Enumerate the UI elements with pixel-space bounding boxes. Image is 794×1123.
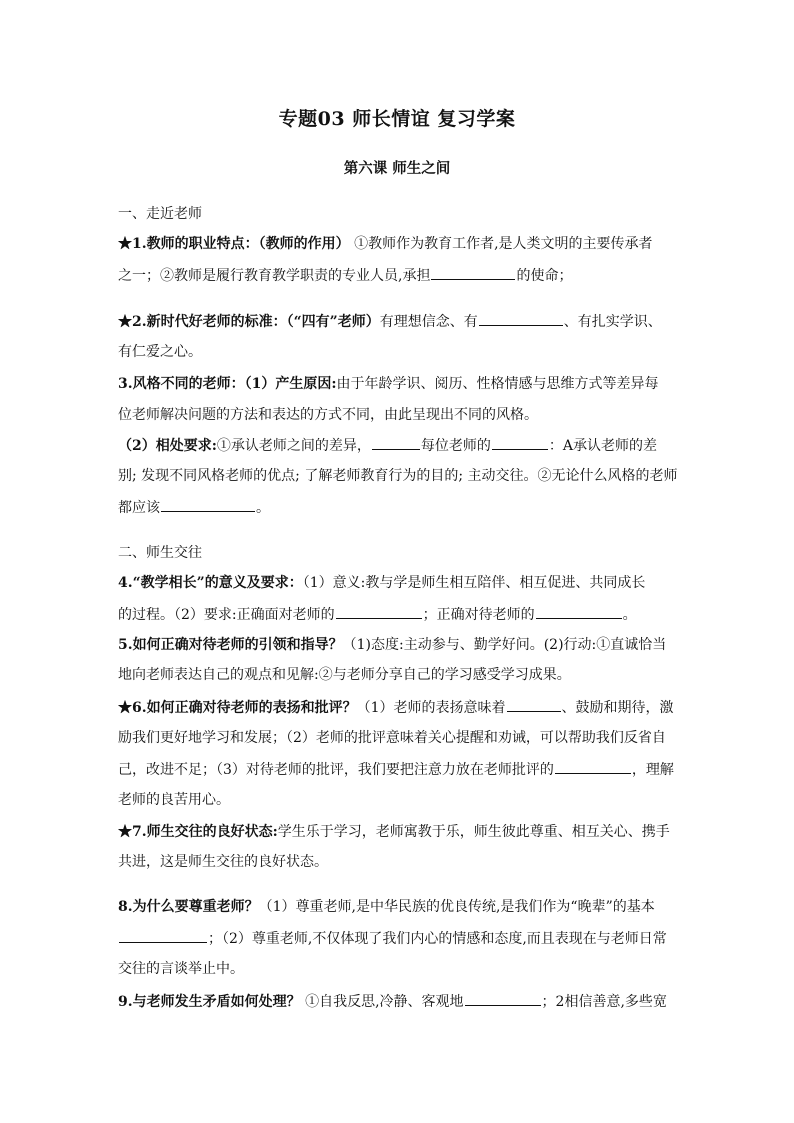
fill-blank[interactable] (536, 604, 622, 619)
question-label: 9.与老师发生矛盾如何处理？ (118, 994, 301, 1010)
question-9: 9.与老师发生矛盾如何处理？ ①自我反思,冷静、客观地 ；2相信善意,多些宽 (118, 991, 678, 1011)
fill-blank[interactable] (492, 435, 548, 450)
question-2: ★2.新时代好老师的标准：（“四有”老师）有理想信念、有 、有扎实学识、 (118, 311, 678, 331)
fill-blank[interactable] (161, 497, 255, 512)
question-label: 1.教师的职业特点：（教师的作用） (132, 236, 350, 252)
fill-blank[interactable] (372, 435, 420, 450)
question-5-cont: 地向老师表达自己的观点和见解:②与老师分享自己的学习感受学习成果。 (118, 667, 571, 683)
question-3-cont3: 都应该 。 (118, 497, 678, 517)
question-6: ★6.如何正确对待老师的表扬和批评？（1）老师的表扬意味着 、鼓励和期待，激 (118, 697, 678, 717)
question-8-cont: ；（2）尊重老师,不仅体现了我们内心的情感和态度,而且表现在与老师日常 (118, 928, 678, 948)
question-4-cont: 的过程。（2）要求:正确面对老师的 ；正确对待老师的 。 (118, 604, 678, 624)
question-label: 4.“教学相长”的意义及要求： (118, 575, 303, 591)
section-heading: 一、走近老师 (118, 206, 202, 222)
question-6-cont2: 己，改进不足；（3）对待老师的批评，我们要把注意力放在老师批评的 ，理解 (118, 759, 678, 779)
question-label: 3.风格不同的老师：（1）产生原因: (118, 376, 337, 392)
question-3: 3.风格不同的老师：（1）产生原因:由于年龄学识、阅历、性格情感与思维方式等差异每 (118, 376, 659, 392)
fill-blank[interactable] (507, 697, 561, 712)
question-8: 8.为什么要尊重老师？（1）尊重老师,是中华民族的优良传统,是我们作为“晚辈”的基本 (118, 899, 655, 915)
fill-blank[interactable] (465, 991, 541, 1006)
star-icon: ★ (118, 700, 132, 716)
question-3-cont2: 别; 发现不同风格老师的优点; 了解老师教育行为的目的; 主动交往。②无论什么风格的老师 (118, 468, 678, 484)
question-6-cont: 励我们更好地学习和发展；（2）老师的批评意味着关心提醒和劝诫，可以帮助我们反省自 (118, 730, 666, 746)
fill-blank[interactable] (479, 311, 563, 326)
lesson-subtitle: 第六课 师生之间 (343, 160, 451, 177)
question-3-part2: （2）相处要求:①承认老师之间的差异， 每位老师的 ：A承认老师的差 (118, 435, 678, 455)
question-1-cont: 之一；②教师是履行教育教学职责的专业人员,承担 的使命； (118, 265, 678, 285)
star-icon: ★ (118, 236, 132, 252)
question-label: 8.为什么要尊重老师？ (118, 899, 259, 915)
question-6-cont3: 老师的良苦用心。 (118, 792, 230, 808)
document-title: 专题03 师长情谊 复习学案 (278, 108, 516, 130)
question-1: ★1.教师的职业特点：（教师的作用） ①教师作为教育工作者,是人类文明的主要传承者 (118, 236, 653, 252)
question-5: 5.如何正确对待老师的引领和指导？（1)态度:主动参与、勤学好问。(2)行动:①直诚恰当 (118, 637, 667, 653)
star-icon: ★ (118, 314, 132, 330)
fill-blank[interactable] (336, 604, 422, 619)
question-7: ★7.师生交往的良好状态:学生乐于学习，老师寓教于乐，师生彼此尊重、相互关心、携手 (118, 824, 670, 840)
star-icon: ★ (118, 824, 132, 840)
fill-blank[interactable] (431, 265, 515, 280)
fill-blank[interactable] (555, 759, 631, 774)
question-7-cont: 共进，这是师生交往的良好状态。 (118, 854, 328, 870)
section-heading: 二、师生交往 (118, 545, 202, 561)
question-8-cont2: 交往的言谈举止中。 (118, 961, 244, 977)
question-2-cont: 有仁爱之心。 (118, 344, 202, 360)
question-3-cont: 位老师解决问题的方法和表达的方式不同，由此呈现出不同的风格。 (118, 407, 538, 423)
question-label: 6.如何正确对待老师的表扬和批评？ (132, 700, 357, 716)
question-label: 2.新时代好老师的标准：（“四有”老师） (132, 314, 380, 330)
fill-blank[interactable] (119, 928, 207, 943)
question-label: 5.如何正确对待老师的引领和指导？ (118, 637, 343, 653)
question-label: 7.师生交往的良好状态: (132, 824, 278, 840)
question-sublabel: （2）相处要求: (118, 438, 217, 454)
question-4: 4.“教学相长”的意义及要求：（1）意义:教与学是师生相互陪伴、相互促进、共同成长 (118, 575, 646, 591)
